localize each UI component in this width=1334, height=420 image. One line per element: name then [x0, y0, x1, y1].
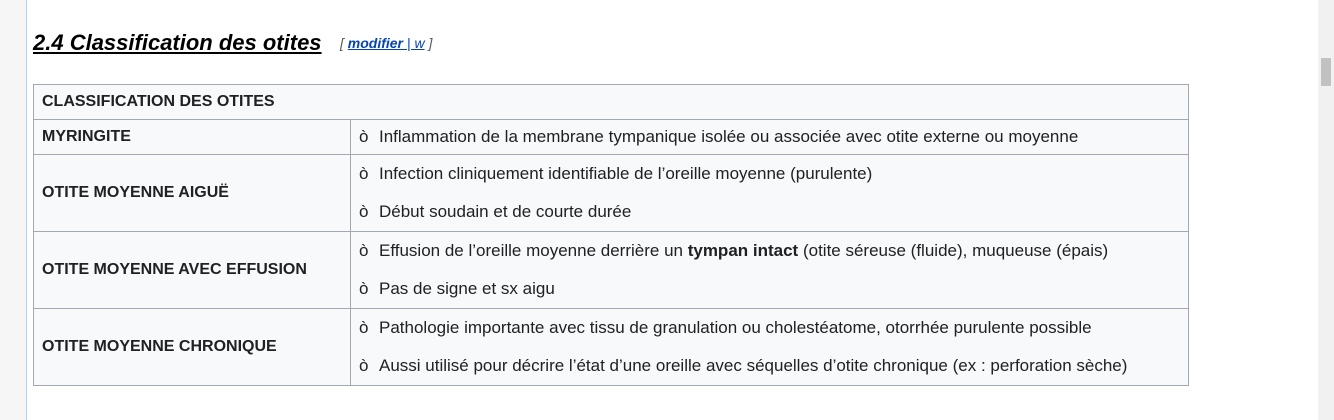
item-text: Pathologie importante avec tissu de granulation ou cholestéatome, otorrhée purulente possible [379, 318, 1092, 337]
list-item [359, 270, 1180, 308]
bullet-glyph: ò [359, 318, 369, 337]
table-row [34, 120, 1189, 155]
item-text: Inflammation de la membrane tympanique isolée ou associée avec otite externe ou moyenne [379, 127, 1079, 146]
row-description [351, 232, 1189, 309]
bullet-glyph: ò [359, 279, 369, 298]
bullet-glyph: ò [359, 164, 369, 183]
list-item [359, 347, 1180, 385]
item-text-before: Effusion de l’oreille moyenne derrière un [379, 241, 688, 260]
list-item [359, 232, 1180, 270]
item-text: Aussi utilisé pour décrire l’état d’une oreille avec séquelles d’otite chronique (ex : perforation sèche) [379, 356, 1128, 375]
table-caption: CLASSIFICATION DES OTITES [34, 85, 1189, 120]
list-item [359, 120, 1180, 154]
item-text: Infection cliniquement identifiable de l’oreille moyenne (purulente) [379, 164, 873, 183]
item-text [379, 241, 1108, 261]
bullet-glyph: ò [359, 241, 369, 260]
edit-separator: | [403, 35, 415, 51]
row-label: MYRINGITE [34, 120, 351, 155]
table-header-row [34, 85, 1189, 120]
classification-table [33, 84, 1189, 386]
item-text: Pas de signe et sx aigu [379, 279, 555, 298]
item-text-after: (otite séreuse (fluide), muqueuse (épais) [798, 241, 1109, 260]
item-text-bold: tympan intact [687, 241, 799, 260]
wiki-edit-link[interactable]: w [414, 35, 425, 51]
edit-link[interactable]: modifier [347, 35, 404, 51]
bullet-glyph: ò [359, 127, 369, 146]
row-description [351, 120, 1189, 155]
edit-section-links [340, 35, 432, 51]
table-row [34, 309, 1189, 386]
bullet-glyph: ò [359, 356, 369, 375]
row-label: OTITE MOYENNE AIGUË [34, 155, 351, 232]
item-text: Début soudain et de courte durée [379, 202, 632, 221]
list-item [359, 193, 1180, 231]
bullet-glyph: ò [359, 202, 369, 221]
row-label: OTITE MOYENNE CHRONIQUE [34, 309, 351, 386]
scrollbar-thumb[interactable] [1321, 58, 1331, 86]
edit-bracket-open: [ [340, 35, 348, 51]
table-row [34, 155, 1189, 232]
list-item [359, 309, 1180, 347]
section-heading [33, 30, 432, 56]
row-label: OTITE MOYENNE AVEC EFFUSION [34, 232, 351, 309]
table-row [34, 232, 1189, 309]
edit-bracket-close: ] [424, 35, 433, 51]
list-item [359, 155, 1180, 193]
row-description [351, 309, 1189, 386]
row-description [351, 155, 1189, 232]
vertical-scrollbar[interactable] [1318, 0, 1334, 420]
section-title: 2.4 Classification des otites [33, 30, 322, 55]
